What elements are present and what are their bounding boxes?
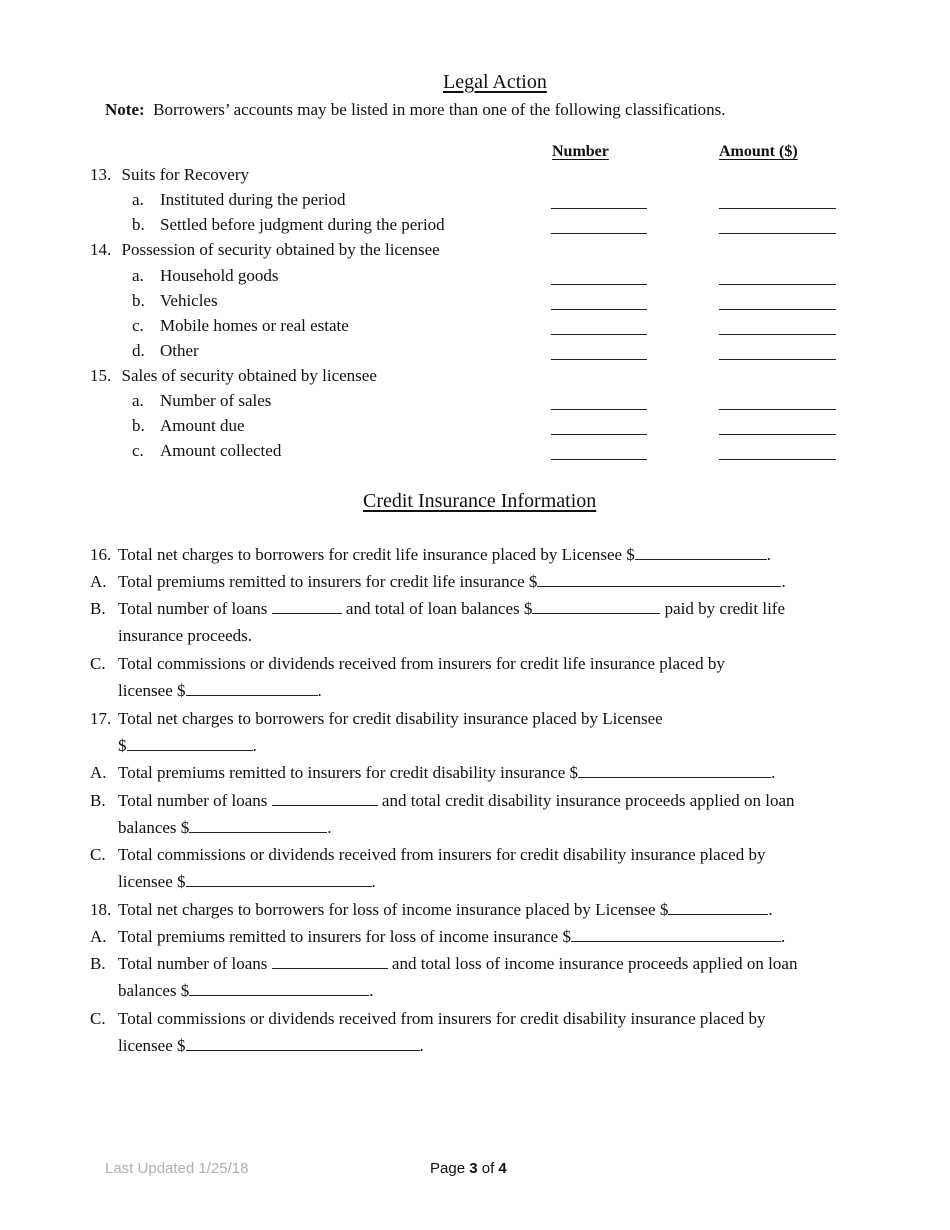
row-13b — [132, 215, 445, 235]
item-text-line2: licensee $ — [118, 681, 186, 700]
amount-blank[interactable] — [668, 899, 768, 915]
section-13-row — [90, 165, 249, 185]
item-end: . — [327, 818, 332, 837]
item-end: . — [766, 545, 772, 564]
amount-field-14c[interactable] — [719, 334, 836, 335]
row-15a — [132, 391, 272, 411]
item-text: Total number of loans — [118, 954, 272, 973]
item-18c — [90, 1005, 766, 1055]
item-text: and total credit disability insurance proceeds applied on loan — [377, 791, 795, 810]
item-18a — [90, 923, 786, 950]
number-field-14a[interactable] — [551, 284, 647, 285]
item-text: and total of loan balances $ — [341, 599, 533, 618]
amount-blank[interactable] — [186, 1035, 420, 1051]
item-end: . — [771, 763, 776, 782]
row-14a — [132, 266, 279, 286]
item-17b — [90, 787, 795, 837]
row-number: a. — [132, 190, 144, 209]
item-17 — [90, 705, 663, 755]
amount-field-14a[interactable] — [719, 284, 836, 285]
item-text-line2: licensee $ — [118, 1036, 186, 1055]
legal-action-title: Legal Action — [443, 71, 547, 93]
row-label: Vehicles — [160, 291, 218, 310]
number-field-14c[interactable] — [551, 334, 647, 335]
item-text: Total number of loans — [118, 791, 272, 810]
item-end: . — [419, 1036, 424, 1055]
amount-field-13b[interactable] — [719, 233, 836, 234]
note — [105, 100, 726, 120]
item-text: Total premiums remitted to insurers for credit disability insurance $ — [118, 763, 579, 782]
row-14b — [132, 291, 218, 311]
section-14-row — [90, 240, 440, 260]
item-label: C. — [90, 845, 106, 864]
row-number: 14. — [90, 240, 112, 259]
of-word: of — [481, 1160, 495, 1177]
item-label: B. — [90, 954, 106, 973]
row-label: Suits for Recovery — [121, 165, 249, 184]
item-label: A. — [90, 572, 107, 591]
item-end: . — [371, 872, 376, 891]
item-end: . — [780, 927, 786, 946]
item-label: 17. — [90, 709, 112, 728]
row-14d — [132, 341, 199, 361]
amount-field-15c[interactable] — [719, 459, 836, 460]
item-16a — [90, 568, 786, 595]
row-label: Possession of security obtained by the licensee — [121, 240, 440, 259]
number-blank[interactable] — [272, 598, 342, 614]
number-blank[interactable] — [272, 790, 378, 806]
amount-field-14b[interactable] — [719, 309, 836, 310]
amount-field-15a[interactable] — [719, 409, 836, 410]
item-18 — [90, 896, 773, 923]
amount-field-13a[interactable] — [719, 208, 836, 209]
column-header-amount: Amount ($) — [719, 143, 798, 160]
item-text: Total commissions or dividends received from insurers for credit disability insurance placed by — [118, 1009, 766, 1028]
item-end: . — [781, 572, 786, 591]
page-current: 3 — [469, 1160, 478, 1177]
item-17a — [90, 759, 776, 786]
number-field-13b[interactable] — [551, 233, 647, 234]
row-number: 13. — [90, 165, 112, 184]
item-text: Total net charges to borrowers for credit life insurance placed by Licensee $ — [118, 545, 635, 564]
number-field-15b[interactable] — [551, 434, 647, 435]
amount-blank[interactable] — [537, 571, 781, 587]
amount-blank[interactable] — [571, 926, 781, 942]
row-15b — [132, 416, 245, 436]
item-17c — [90, 841, 766, 891]
row-number: b. — [132, 291, 145, 310]
amount-blank[interactable] — [578, 762, 771, 778]
row-number: d. — [132, 341, 145, 360]
item-label: B. — [90, 599, 106, 618]
row-number: b. — [132, 416, 145, 435]
row-label: Mobile homes or real estate — [160, 316, 349, 335]
item-end: . — [768, 900, 773, 919]
page-total: 4 — [498, 1160, 507, 1177]
credit-insurance-title: Credit Insurance Information — [363, 490, 597, 512]
item-text-line2: balances $ — [118, 981, 190, 1000]
amount-blank[interactable] — [189, 817, 327, 833]
number-blank[interactable] — [272, 953, 388, 969]
amount-blank[interactable] — [127, 735, 253, 751]
item-text-line2: insurance proceeds. — [118, 626, 253, 645]
amount-blank[interactable] — [189, 980, 369, 996]
number-field-14b[interactable] — [551, 309, 647, 310]
number-field-14d[interactable] — [551, 359, 647, 360]
row-label: Instituted during the period — [160, 190, 346, 209]
item-label: B. — [90, 791, 106, 810]
item-text: Total commissions or dividends received from insurers for credit disability insurance placed by — [118, 845, 766, 864]
item-end: . — [252, 736, 257, 755]
amount-blank[interactable] — [186, 871, 372, 887]
row-15c — [132, 441, 282, 461]
column-header-number: Number — [552, 143, 609, 160]
item-text-line2: $ — [118, 736, 127, 755]
item-label: C. — [90, 1009, 106, 1028]
row-label: Amount due — [160, 416, 245, 435]
item-text: Total premiums remitted to insurers for loss of income insurance $ — [118, 927, 571, 946]
item-label: A. — [90, 763, 107, 782]
row-label: Amount collected — [160, 441, 282, 460]
item-text: Total net charges to borrowers for credit disability insurance placed by Licensee — [118, 709, 663, 728]
row-label: Number of sales — [160, 391, 272, 410]
page-number — [430, 1160, 507, 1177]
note-text: Borrowers’ accounts may be listed in more than one of the following classifications. — [153, 100, 726, 119]
row-label: Settled before judgment during the period — [160, 215, 445, 234]
item-text: Total premiums remitted to insurers for credit life insurance $ — [118, 572, 538, 591]
item-text: Total commissions or dividends received from insurers for credit life insurance placed by — [118, 654, 725, 673]
item-text: Total number of loans — [118, 599, 272, 618]
row-14c — [132, 316, 349, 336]
amount-blank[interactable] — [186, 680, 318, 696]
number-field-15c[interactable] — [551, 459, 647, 460]
last-updated: Last Updated 1/25/18 — [105, 1160, 249, 1177]
item-16b — [90, 595, 786, 645]
row-number: a. — [132, 266, 144, 285]
item-text: and total loss of income insurance proceeds applied on loan — [387, 954, 798, 973]
item-label: C. — [90, 654, 106, 673]
item-text: Total net charges to borrowers for loss of income insurance placed by Licensee $ — [118, 900, 669, 919]
item-end: . — [369, 981, 374, 1000]
amount-field-15b[interactable] — [719, 434, 836, 435]
item-label: 16. — [90, 545, 112, 564]
number-field-13a[interactable] — [551, 208, 647, 209]
row-label: Other — [160, 341, 199, 360]
row-number: 15. — [90, 366, 112, 385]
section-15-row — [90, 366, 377, 386]
item-text-line2: licensee $ — [118, 872, 186, 891]
amount-field-14d[interactable] — [719, 359, 836, 360]
amount-blank[interactable] — [635, 544, 767, 560]
item-label: A. — [90, 927, 107, 946]
row-label: Household goods — [160, 266, 279, 285]
amount-blank[interactable] — [532, 598, 660, 614]
item-end: . — [317, 681, 322, 700]
item-text: paid by credit life — [660, 599, 786, 618]
row-number: b. — [132, 215, 145, 234]
item-text-line2: balances $ — [118, 818, 190, 837]
item-18b — [90, 950, 798, 1000]
note-label: Note: — [105, 100, 145, 119]
row-label: Sales of security obtained by licensee — [121, 366, 377, 385]
row-13a — [132, 190, 346, 210]
item-16c — [90, 650, 725, 700]
row-number: a. — [132, 391, 144, 410]
page-word: Page — [430, 1160, 466, 1177]
row-number: c. — [132, 441, 144, 460]
row-number: c. — [132, 316, 144, 335]
number-field-15a[interactable] — [551, 409, 647, 410]
item-16 — [90, 541, 772, 568]
item-label: 18. — [90, 900, 112, 919]
